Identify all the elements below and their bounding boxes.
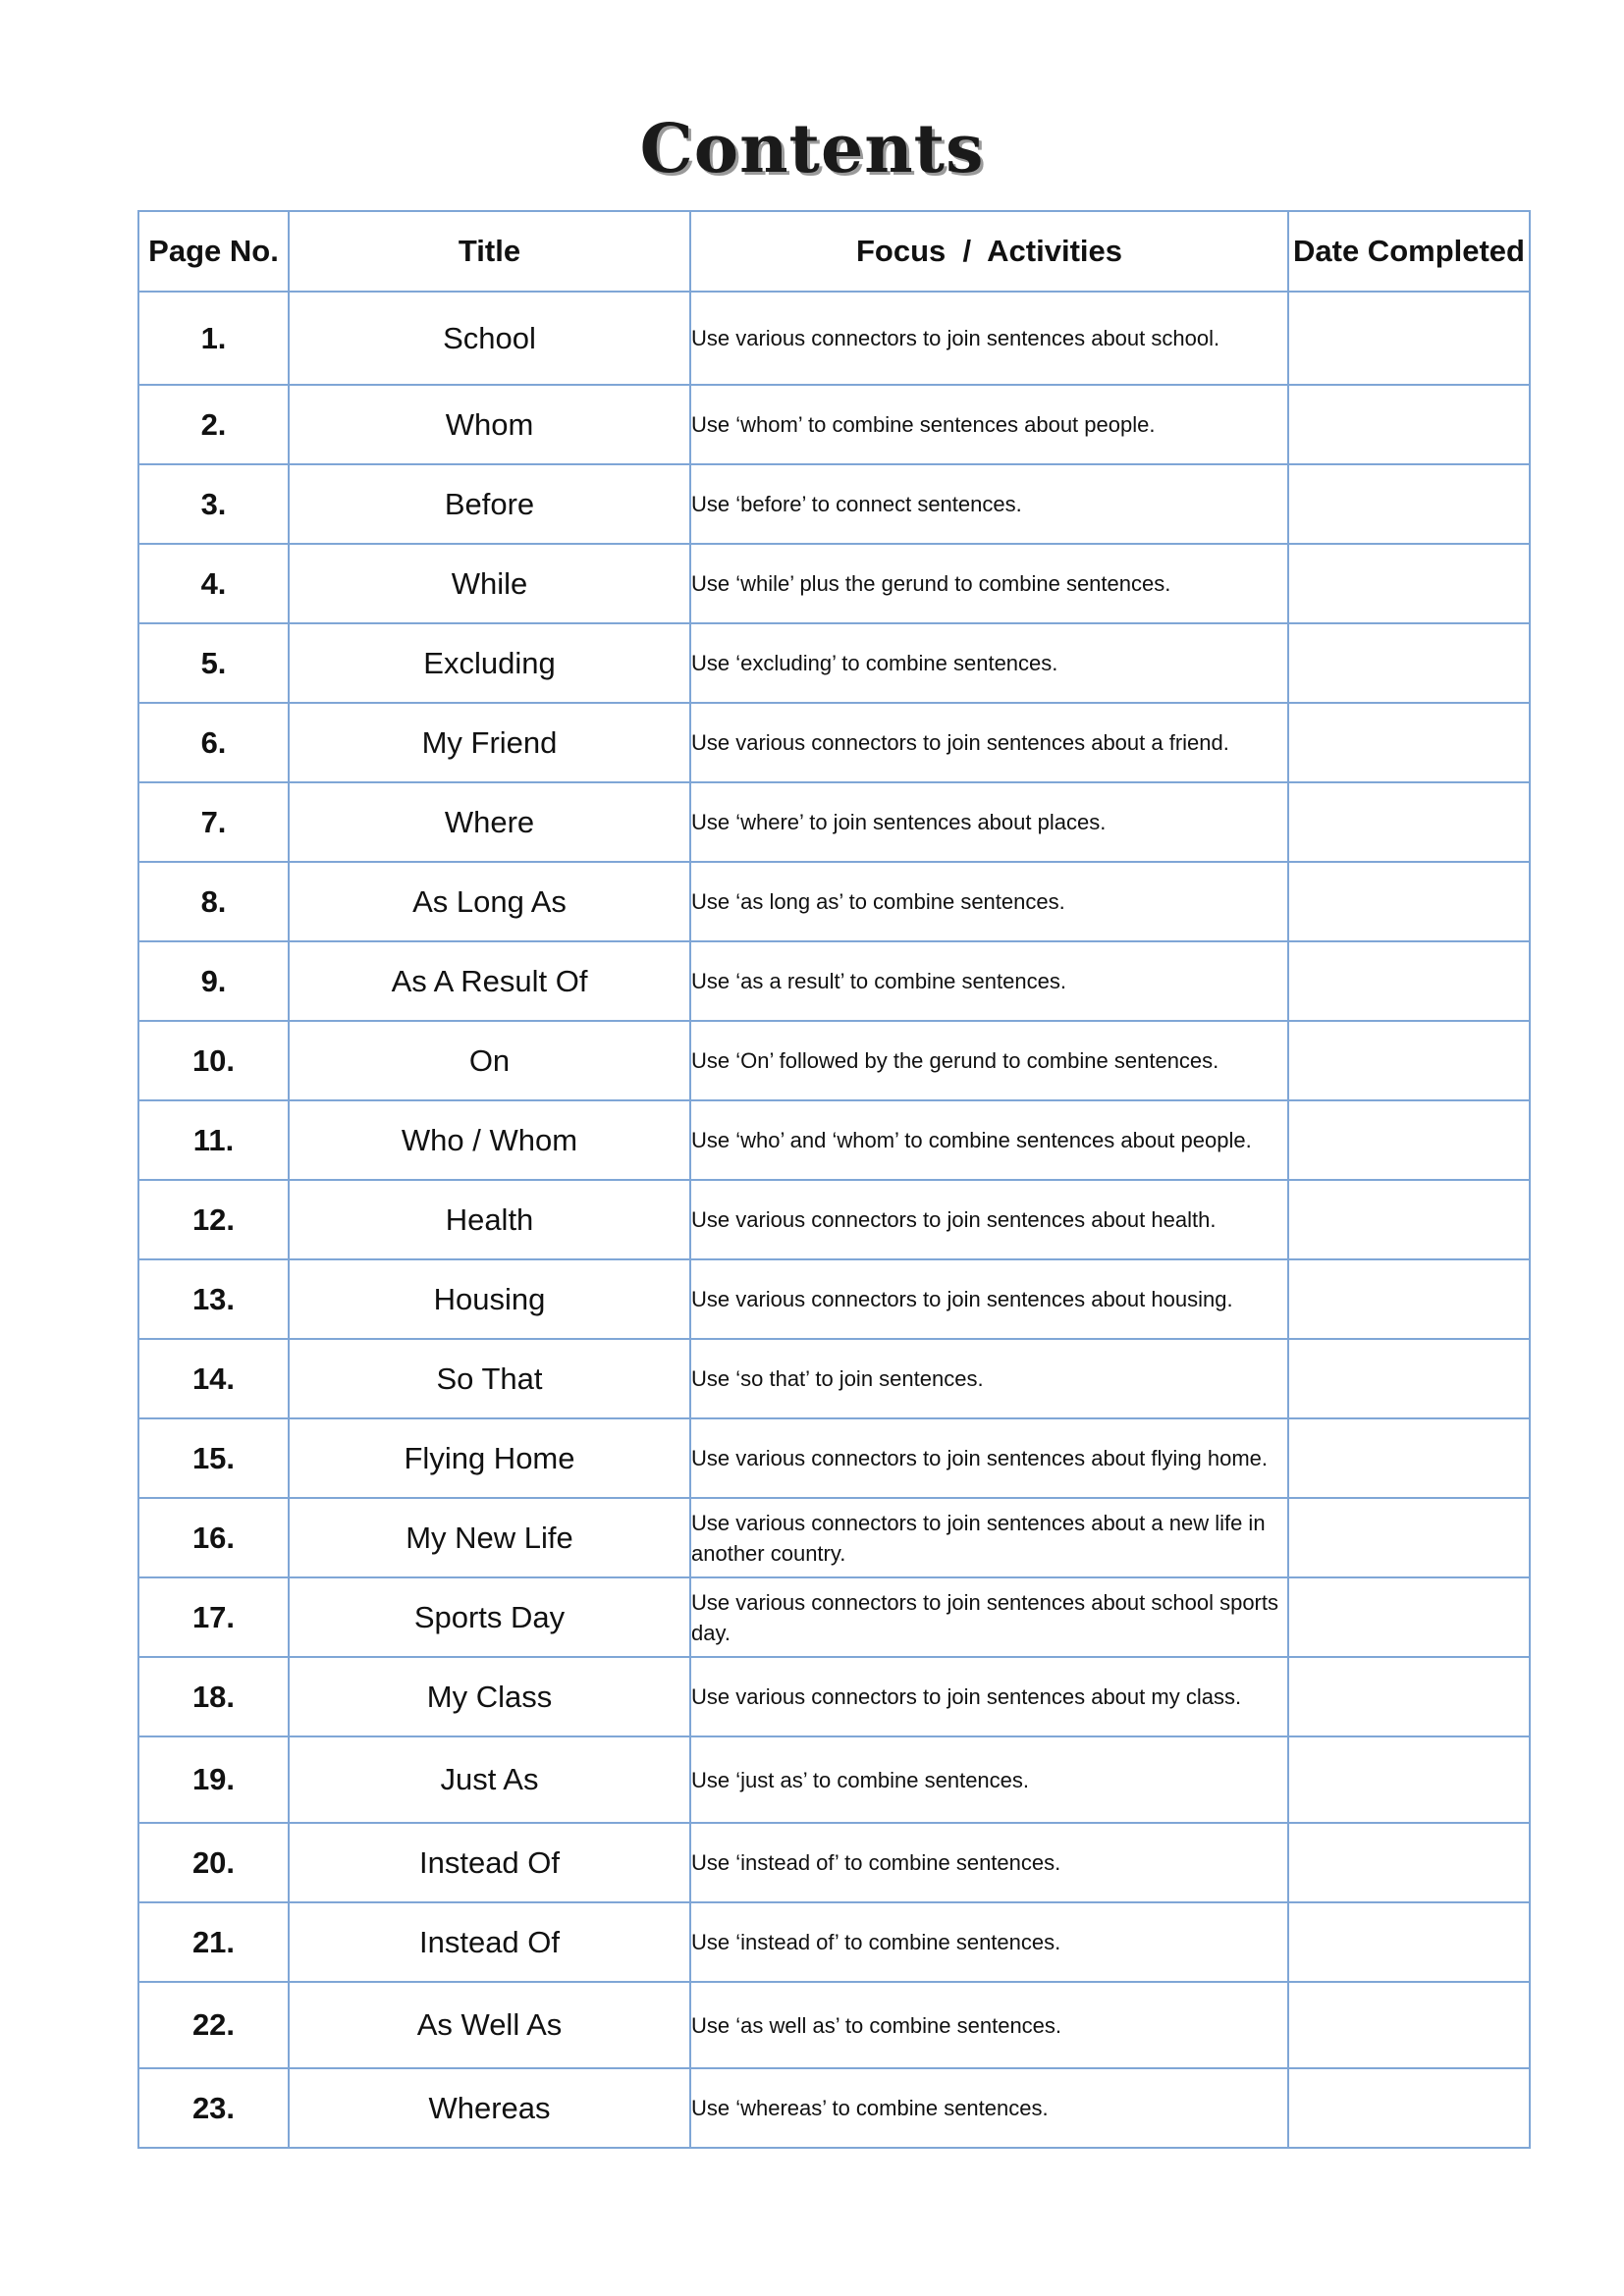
row-date-completed bbox=[1288, 464, 1530, 544]
row-focus-activity: Use ‘so that’ to join sentences. bbox=[690, 1339, 1288, 1418]
row-focus-activity: Use ‘instead of’ to combine sentences. bbox=[690, 1902, 1288, 1982]
row-date-completed bbox=[1288, 862, 1530, 941]
row-page-number: 9. bbox=[138, 941, 289, 1021]
table-row bbox=[138, 1418, 1530, 1498]
row-focus-activity: Use ‘just as’ to combine sentences. bbox=[690, 1736, 1288, 1823]
row-focus-activity: Use ‘whereas’ to combine sentences. bbox=[690, 2068, 1288, 2148]
row-page-number: 16. bbox=[138, 1498, 289, 1577]
row-date-completed bbox=[1288, 385, 1530, 464]
header-date-completed: Date Completed bbox=[1288, 211, 1530, 292]
row-date-completed bbox=[1288, 1982, 1530, 2068]
row-focus-activity: Use various connectors to join sentences about health. bbox=[690, 1180, 1288, 1259]
table-row bbox=[138, 1982, 1530, 2068]
row-page-number: 7. bbox=[138, 782, 289, 862]
table-row bbox=[138, 703, 1530, 782]
header-page-no: Page No. bbox=[138, 211, 289, 292]
table-header bbox=[138, 211, 1530, 292]
row-page-number: 20. bbox=[138, 1823, 289, 1902]
row-date-completed bbox=[1288, 544, 1530, 623]
row-page-number: 5. bbox=[138, 623, 289, 703]
row-focus-activity: Use various connectors to join sentences about flying home. bbox=[690, 1418, 1288, 1498]
row-title: Whereas bbox=[289, 2068, 690, 2148]
row-page-number: 19. bbox=[138, 1736, 289, 1823]
row-focus-activity: Use ‘as long as’ to combine sentences. bbox=[690, 862, 1288, 941]
table-row bbox=[138, 941, 1530, 1021]
table-row bbox=[138, 292, 1530, 385]
row-focus-activity: Use various connectors to join sentences about my class. bbox=[690, 1657, 1288, 1736]
row-date-completed bbox=[1288, 782, 1530, 862]
row-page-number: 4. bbox=[138, 544, 289, 623]
row-page-number: 8. bbox=[138, 862, 289, 941]
row-title: Instead Of bbox=[289, 1823, 690, 1902]
row-focus-activity: Use ‘instead of’ to combine sentences. bbox=[690, 1823, 1288, 1902]
table-row bbox=[138, 1736, 1530, 1823]
row-focus-activity: Use ‘as a result’ to combine sentences. bbox=[690, 941, 1288, 1021]
row-date-completed bbox=[1288, 1021, 1530, 1100]
row-page-number: 22. bbox=[138, 1982, 289, 2068]
row-date-completed bbox=[1288, 1180, 1530, 1259]
table-body bbox=[138, 292, 1530, 2148]
row-page-number: 14. bbox=[138, 1339, 289, 1418]
row-title: Whom bbox=[289, 385, 690, 464]
table-row bbox=[138, 862, 1530, 941]
row-focus-activity: Use ‘as well as’ to combine sentences. bbox=[690, 1982, 1288, 2068]
row-date-completed bbox=[1288, 1577, 1530, 1657]
row-focus-activity: Use various connectors to join sentences about a friend. bbox=[690, 703, 1288, 782]
row-date-completed bbox=[1288, 292, 1530, 385]
page-title: Contents bbox=[639, 110, 985, 188]
row-focus-activity: Use ‘while’ plus the gerund to combine sentences. bbox=[690, 544, 1288, 623]
row-title: So That bbox=[289, 1339, 690, 1418]
row-focus-activity: Use ‘whom’ to combine sentences about people. bbox=[690, 385, 1288, 464]
row-date-completed bbox=[1288, 1498, 1530, 1577]
row-date-completed bbox=[1288, 1259, 1530, 1339]
row-title: Before bbox=[289, 464, 690, 544]
table-row bbox=[138, 464, 1530, 544]
row-date-completed bbox=[1288, 1339, 1530, 1418]
row-title: Sports Day bbox=[289, 1577, 690, 1657]
row-focus-activity: Use ‘where’ to join sentences about places. bbox=[690, 782, 1288, 862]
row-page-number: 11. bbox=[138, 1100, 289, 1180]
table-row bbox=[138, 1498, 1530, 1577]
row-title: School bbox=[289, 292, 690, 385]
table-row bbox=[138, 2068, 1530, 2148]
row-focus-activity: Use various connectors to join sentences about school sports day. bbox=[690, 1577, 1288, 1657]
row-date-completed bbox=[1288, 1902, 1530, 1982]
row-date-completed bbox=[1288, 1657, 1530, 1736]
row-date-completed bbox=[1288, 2068, 1530, 2148]
row-focus-activity: Use ‘who’ and ‘whom’ to combine sentences about people. bbox=[690, 1100, 1288, 1180]
contents-table bbox=[137, 210, 1531, 2149]
row-date-completed bbox=[1288, 941, 1530, 1021]
row-title: While bbox=[289, 544, 690, 623]
row-focus-activity: Use various connectors to join sentences about housing. bbox=[690, 1259, 1288, 1339]
table-row bbox=[138, 1259, 1530, 1339]
table-row bbox=[138, 1180, 1530, 1259]
row-date-completed bbox=[1288, 703, 1530, 782]
row-title: As Long As bbox=[289, 862, 690, 941]
table-row bbox=[138, 385, 1530, 464]
row-focus-activity: Use ‘On’ followed by the gerund to combine sentences. bbox=[690, 1021, 1288, 1100]
header-title: Title bbox=[289, 211, 690, 292]
table-row bbox=[138, 1577, 1530, 1657]
row-focus-activity: Use ‘excluding’ to combine sentences. bbox=[690, 623, 1288, 703]
table-row bbox=[138, 1657, 1530, 1736]
row-title: Instead Of bbox=[289, 1902, 690, 1982]
row-title: Where bbox=[289, 782, 690, 862]
row-focus-activity: Use ‘before’ to connect sentences. bbox=[690, 464, 1288, 544]
row-date-completed bbox=[1288, 623, 1530, 703]
row-page-number: 21. bbox=[138, 1902, 289, 1982]
row-focus-activity: Use various connectors to join sentences about a new life in another country. bbox=[690, 1498, 1288, 1577]
row-page-number: 10. bbox=[138, 1021, 289, 1100]
table-row bbox=[138, 1823, 1530, 1902]
row-title: Who / Whom bbox=[289, 1100, 690, 1180]
row-page-number: 2. bbox=[138, 385, 289, 464]
table-row bbox=[138, 782, 1530, 862]
row-focus-activity: Use various connectors to join sentences about school. bbox=[690, 292, 1288, 385]
table-row bbox=[138, 1902, 1530, 1982]
table-row bbox=[138, 1100, 1530, 1180]
row-page-number: 18. bbox=[138, 1657, 289, 1736]
row-page-number: 3. bbox=[138, 464, 289, 544]
table-row bbox=[138, 1339, 1530, 1418]
header-focus: Focus / Activities bbox=[690, 211, 1288, 292]
row-page-number: 1. bbox=[138, 292, 289, 385]
table-row bbox=[138, 623, 1530, 703]
row-title: As Well As bbox=[289, 1982, 690, 2068]
row-title: Excluding bbox=[289, 623, 690, 703]
row-page-number: 13. bbox=[138, 1259, 289, 1339]
row-date-completed bbox=[1288, 1418, 1530, 1498]
row-title: My Class bbox=[289, 1657, 690, 1736]
row-title: Housing bbox=[289, 1259, 690, 1339]
row-title: My Friend bbox=[289, 703, 690, 782]
row-title: Health bbox=[289, 1180, 690, 1259]
row-page-number: 6. bbox=[138, 703, 289, 782]
row-title: As A Result Of bbox=[289, 941, 690, 1021]
row-title: On bbox=[289, 1021, 690, 1100]
row-page-number: 23. bbox=[138, 2068, 289, 2148]
row-page-number: 15. bbox=[138, 1418, 289, 1498]
row-page-number: 17. bbox=[138, 1577, 289, 1657]
row-page-number: 12. bbox=[138, 1180, 289, 1259]
table-row bbox=[138, 1021, 1530, 1100]
row-title: Flying Home bbox=[289, 1418, 690, 1498]
row-title: Just As bbox=[289, 1736, 690, 1823]
row-date-completed bbox=[1288, 1100, 1530, 1180]
row-date-completed bbox=[1288, 1736, 1530, 1823]
header-row bbox=[138, 211, 1530, 292]
table-row bbox=[138, 544, 1530, 623]
row-title: My New Life bbox=[289, 1498, 690, 1577]
row-date-completed bbox=[1288, 1823, 1530, 1902]
